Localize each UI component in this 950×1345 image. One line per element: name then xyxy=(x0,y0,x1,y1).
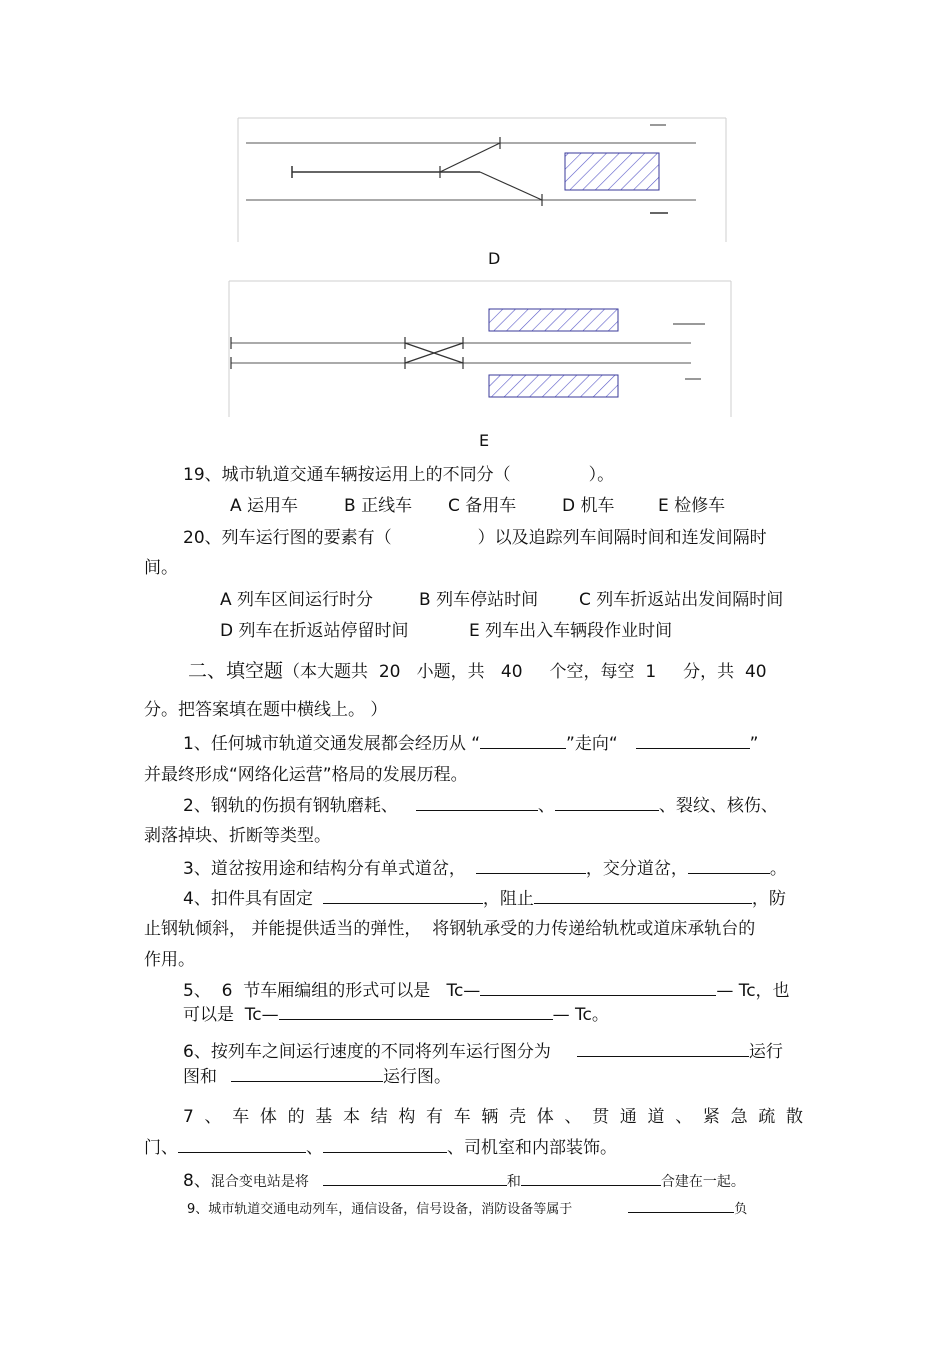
fill-q8-blank-1[interactable] xyxy=(323,1171,507,1186)
fill-q2-text-c: 、裂纹、核伤、 xyxy=(658,796,778,816)
fill-q2-blank-2[interactable] xyxy=(555,796,659,811)
q20-option-b: B 列车停站时间 xyxy=(419,590,539,610)
fill-q6-cont xyxy=(183,1062,451,1087)
fill-q8-blank-2[interactable] xyxy=(521,1171,661,1186)
fill-q9-text-a: 9、城市轨道交通电动列车，通信设备，信号设备，消防设备等属于 xyxy=(187,1202,573,1217)
fill-q9-text-b: 负 xyxy=(734,1202,748,1217)
diagram-d xyxy=(236,116,730,244)
fill-q7-blank-1[interactable] xyxy=(178,1138,306,1153)
figure-label-d: D xyxy=(488,249,501,268)
fill-q1-text-b: ”走向“ xyxy=(566,734,618,754)
fill-q3-text-c: 。 xyxy=(769,859,787,879)
fill-q5-blank-2[interactable] xyxy=(279,1005,553,1020)
fill-q4-blank-1[interactable] xyxy=(323,889,483,904)
figure-label-e: E xyxy=(479,431,490,450)
fill-q4-text-b: ，阻止 xyxy=(482,889,534,909)
q20-option-e: E 列车出入车辆段作业时间 xyxy=(469,621,673,641)
fill-q1-cont: 并最终形成“网络化运营”格局的发展历程。 xyxy=(144,765,468,785)
fill-q3-blank-2[interactable] xyxy=(688,859,770,874)
fill-q4-blank-2[interactable] xyxy=(534,889,752,904)
q19-option-b: B 正线车 xyxy=(344,496,413,516)
fill-q5-cont-text-a: 可以是 Tc— xyxy=(183,1005,279,1025)
fill-q4-cont: 止钢轨倾斜， 并能提供适当的弹性， 将钢轨承受的力传递给轨枕或道床承轨台的 xyxy=(144,919,756,939)
q20-cont: 间。 xyxy=(144,558,178,578)
section-2-title: 二、填空题 xyxy=(188,660,284,682)
q19-text: 19、城市轨道交通车辆按运用上的不同分（ xyxy=(183,465,511,485)
section-2-heading xyxy=(188,656,767,683)
fill-q4 xyxy=(183,884,786,909)
fill-q8 xyxy=(183,1166,745,1191)
fill-q5-blank-1[interactable] xyxy=(480,981,716,996)
q20-option-a: A 列车区间运行时分 xyxy=(220,590,374,610)
fill-q9-blank-1[interactable] xyxy=(628,1200,734,1213)
q19-option-c: C 备用车 xyxy=(448,496,517,516)
fill-q4-cont2: 作用。 xyxy=(144,950,195,970)
q19-option-d: D 机车 xyxy=(562,496,615,516)
fill-q4-text-a: 4、扣件具有固定 xyxy=(183,889,313,909)
q20-options-row1 xyxy=(220,585,783,610)
q20-rest: ）以及追踪列车间隔时间和连发间隔时 xyxy=(477,528,767,548)
fill-q8-text-a: 混合变电站是将 xyxy=(210,1174,309,1190)
fill-q8-number: 8、 xyxy=(183,1171,211,1191)
fill-q7-cont-text-c: 、司机室和内部装饰。 xyxy=(447,1138,617,1158)
fill-q7-blank-2[interactable] xyxy=(323,1138,447,1153)
fill-q7: 7、车体的基本结构有车辆壳体、贯通道、紧急疏散 xyxy=(183,1107,805,1127)
q20-option-c: C 列车折返站出发间隔时间 xyxy=(579,590,784,610)
question-20 xyxy=(183,523,767,548)
fill-q6-blank-2[interactable] xyxy=(231,1067,383,1082)
section-2-desc-cont: 分。把答案填在题中横线上。 ） xyxy=(144,700,388,720)
fill-q5-text-b: — Tc，也 xyxy=(716,981,790,1001)
fill-q2-blank-1[interactable] xyxy=(416,796,538,811)
fill-q3-text-b: ，交分道岔， xyxy=(585,859,688,879)
fill-q1-text-a: 1、任何城市轨道交通发展都会经历从 “ xyxy=(183,734,481,754)
fill-q7-cont-text-b: 、 xyxy=(306,1138,323,1158)
fill-q2-cont: 剥落掉块、折断等类型。 xyxy=(144,826,331,846)
q19-close: ）。 xyxy=(588,465,615,485)
fill-q6-blank-1[interactable] xyxy=(577,1042,749,1057)
fill-q7-cont-text-a: 门、 xyxy=(144,1138,178,1158)
q19-options xyxy=(230,491,725,516)
fill-q2 xyxy=(183,791,778,816)
diagram-e xyxy=(227,279,735,419)
question-19 xyxy=(183,460,614,485)
fill-q5-cont xyxy=(183,1000,609,1025)
fill-q3 xyxy=(183,854,787,879)
q19-option-e: E 检修车 xyxy=(658,496,726,516)
fill-q1-blank-2[interactable] xyxy=(636,734,750,749)
q20-options-row2 xyxy=(220,616,672,641)
fill-q5 xyxy=(183,976,790,1001)
q20-text: 20、列车运行图的要素有（ xyxy=(183,528,392,548)
fill-q7-cont xyxy=(144,1133,617,1158)
q20-option-d: D 列车在折返站停留时间 xyxy=(220,621,409,641)
fill-q5-text-a: 5、 6 节车厢编组的形式可以是 Tc— xyxy=(183,981,481,1001)
fill-q8-text-b: 和 xyxy=(506,1174,521,1190)
fill-q5-cont-text-b: — Tc。 xyxy=(552,1005,609,1025)
fill-q3-blank-1[interactable] xyxy=(476,859,586,874)
fill-q6-text-b: 运行 xyxy=(748,1042,783,1062)
fill-q1 xyxy=(183,729,758,754)
section-2-desc: （本大题共 20 小题，共 40 个空，每空 1 分，共 40 xyxy=(283,662,767,682)
fill-q8-text-c: 合建在一起。 xyxy=(660,1174,745,1190)
fill-q2-text-a: 2、钢轨的伤损有钢轨磨耗、 xyxy=(183,796,398,816)
fill-q6 xyxy=(183,1037,783,1062)
fill-q6-text-a: 6、按列车之间运行速度的不同将列车运行图分为 xyxy=(183,1042,551,1062)
fill-q1-text-c: ” xyxy=(749,734,759,754)
fill-q1-blank-1[interactable] xyxy=(480,734,566,749)
fill-q4-text-c: ，防 xyxy=(751,889,786,909)
q19-option-a: A 运用车 xyxy=(230,496,299,516)
fill-q3-text-a: 3、道岔按用途和结构分有单式道岔， xyxy=(183,859,466,879)
fill-q6-cont-text-b: 运行图。 xyxy=(383,1067,451,1087)
fill-q2-text-b: 、 xyxy=(537,796,555,816)
fill-q9 xyxy=(187,1198,747,1217)
fill-q6-cont-text-a: 图和 xyxy=(183,1067,217,1087)
